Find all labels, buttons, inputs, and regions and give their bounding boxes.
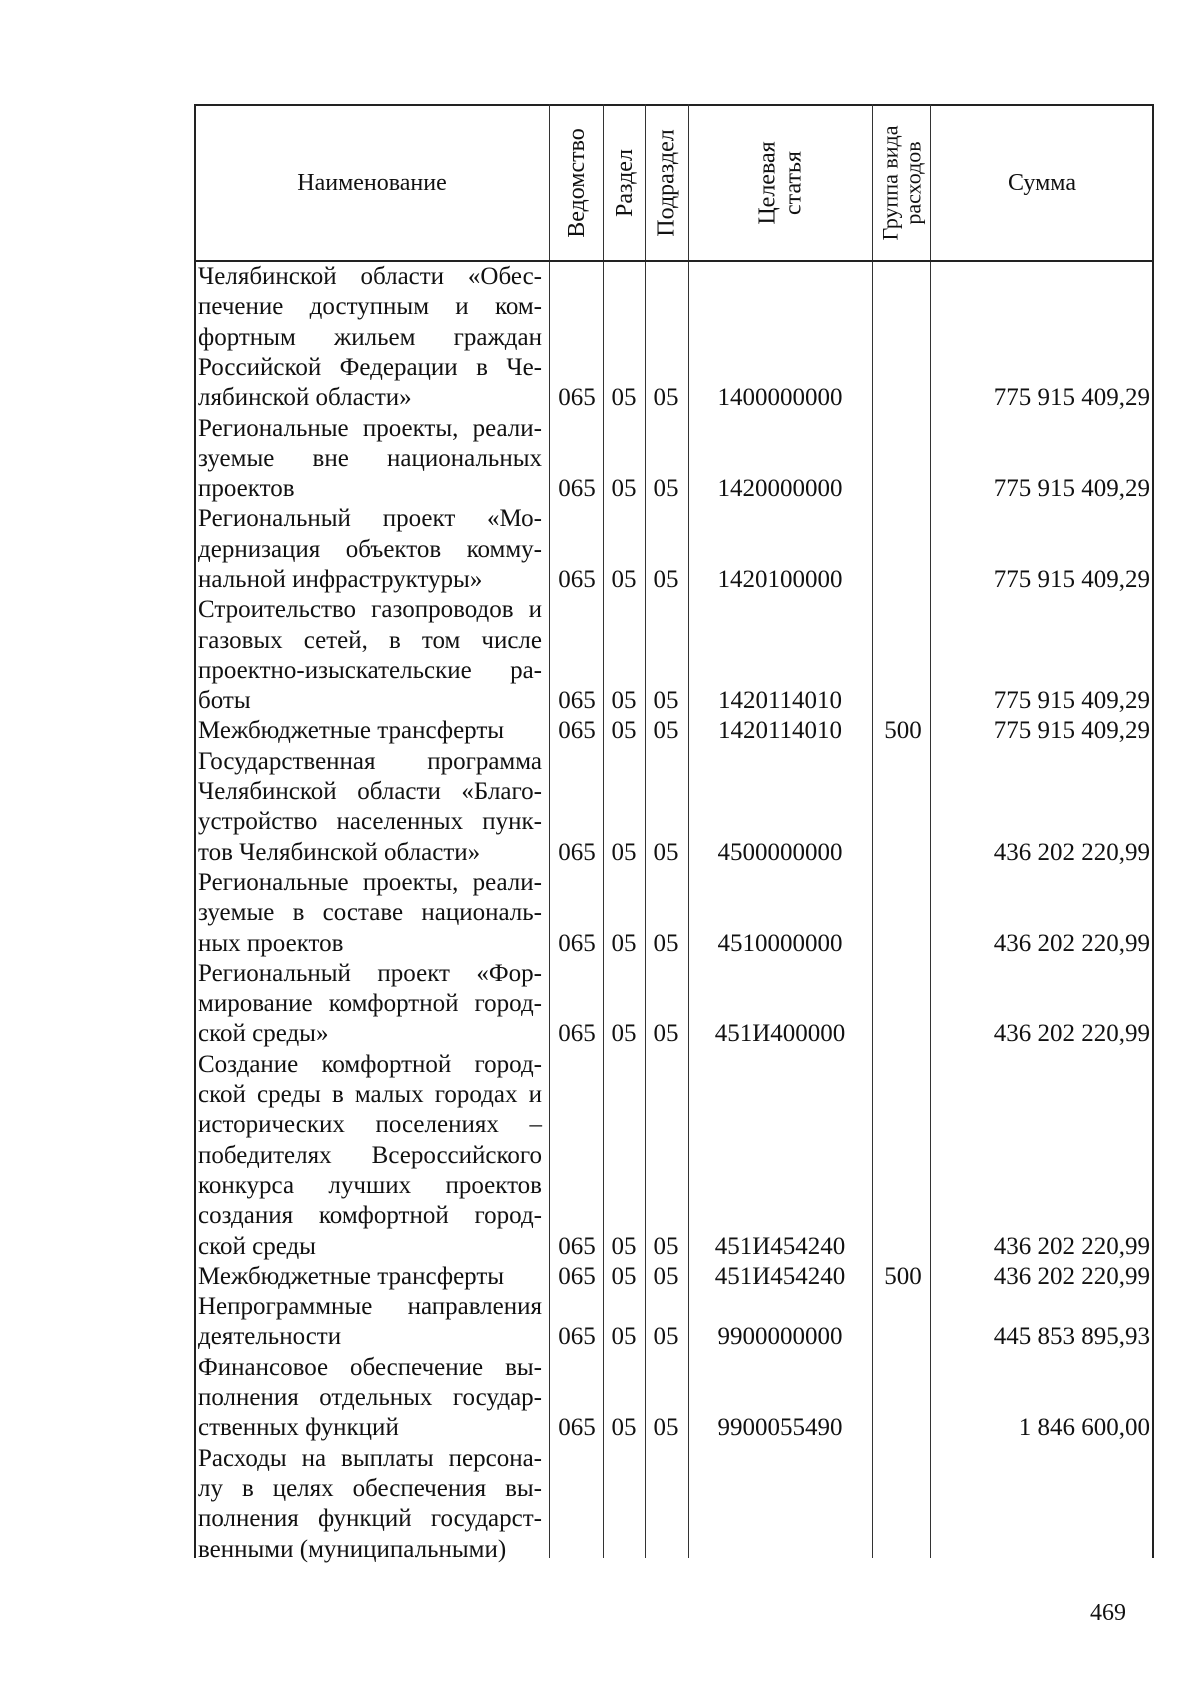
row-celevaya-statya: 1420000000 (717, 475, 843, 503)
row-name-line: Финансовое обеспечение вы- (198, 1353, 542, 1381)
row-name-line: Челябинской области «Обес- (198, 263, 542, 290)
header-gruppa (879, 126, 925, 241)
row-name-line: лу в целях обеспечения вы- (198, 1474, 542, 1502)
table-row (194, 747, 1154, 868)
row-vedomstvo: 065 (558, 1262, 596, 1290)
header-podrazdel-cell (646, 106, 688, 260)
header-summa-cell (931, 106, 1153, 260)
row-name (194, 1444, 544, 1565)
row-name-line: мирование комфортной город- (198, 990, 542, 1018)
row-name-line: Межбюджетные трансферты (198, 717, 505, 745)
header-celevaya-line1: Целевая (754, 141, 781, 225)
row-summa: 445 853 895,93 (993, 1323, 1150, 1351)
row-name-line: дернизация объектов комму- (198, 535, 542, 563)
header-razdel: Раздел (611, 149, 638, 217)
row-razdel: 05 (611, 1414, 637, 1442)
row-name-line: ской среды в малых городах и (198, 1081, 542, 1109)
header-celevaya-cell (689, 106, 872, 260)
table-row (194, 1353, 1154, 1444)
row-name-line: конкурса лучших проектов (198, 1171, 542, 1199)
row-name-line: исторических поселениях – (198, 1111, 542, 1139)
row-name-line: Челябинской области «Благо- (198, 778, 542, 806)
header-name-cell (196, 106, 548, 260)
row-name-line: ской среды (198, 1232, 316, 1260)
page-number: 469 (1090, 1600, 1126, 1626)
row-summa: 436 202 220,99 (993, 929, 1150, 957)
header-podrazdel: Подраздел (654, 129, 681, 237)
table-row (194, 414, 1154, 505)
row-podrazdel: 05 (653, 475, 679, 503)
row-name-line: проектно-изыскательские ра- (198, 656, 542, 684)
row-gruppa: 500 (884, 717, 922, 745)
row-celevaya-statya: 1400000000 (717, 384, 843, 412)
row-vedomstvo: 065 (558, 1020, 596, 1048)
header-name: Наименование (297, 170, 447, 196)
row-summa: 775 915 409,29 (993, 475, 1150, 503)
row-razdel: 05 (611, 1232, 637, 1260)
row-celevaya-statya: 451И454240 (714, 1262, 846, 1290)
row-vedomstvo: 065 (558, 929, 596, 957)
row-podrazdel: 05 (653, 687, 679, 715)
header-summa: Сумма (1008, 170, 1076, 196)
row-razdel: 05 (611, 687, 637, 715)
row-celevaya-statya: 451И400000 (714, 1020, 846, 1048)
row-name-line: лябинской области» (198, 384, 412, 412)
row-razdel: 05 (611, 1262, 637, 1290)
row-name-line: тов Челябинской области» (198, 838, 481, 866)
row-name-line: Строительство газопроводов и (198, 596, 542, 624)
row-name-line: Региональные проекты, реали- (198, 868, 542, 896)
row-name-line: зуемые в составе националь- (198, 899, 542, 927)
row-summa: 436 202 220,99 (993, 1020, 1150, 1048)
row-podrazdel: 05 (653, 1414, 679, 1442)
table-body (194, 262, 1154, 1565)
row-celevaya-statya: 9900000000 (717, 1323, 843, 1351)
row-name-line: нальной инфраструктуры» (198, 565, 483, 593)
row-name-line: ных проектов (198, 929, 344, 957)
row-razdel: 05 (611, 1323, 637, 1351)
row-name-line: фортным жильем граждан (198, 323, 542, 351)
row-summa: 436 202 220,99 (993, 1262, 1150, 1290)
row-summa: 775 915 409,29 (993, 687, 1150, 715)
row-name-line: Региональный проект «Фор- (198, 959, 542, 987)
row-razdel: 05 (611, 565, 637, 593)
row-vedomstvo: 065 (558, 687, 596, 715)
row-name-line: Государственная программа (198, 747, 542, 775)
row-summa: 436 202 220,99 (993, 838, 1150, 866)
table-row (194, 716, 1154, 746)
row-name-line: Межбюджетные трансферты (198, 1262, 505, 1290)
row-name-line: деятельности (198, 1323, 342, 1351)
row-name-line: проектов (198, 475, 295, 503)
row-name-line: полнения отдельных государ- (198, 1384, 542, 1412)
header-celevaya (754, 141, 806, 224)
row-name (194, 1353, 544, 1444)
row-name (194, 1292, 544, 1353)
table-row (194, 1262, 1154, 1292)
table-row (194, 504, 1154, 595)
row-name-line: Региональные проекты, реали- (198, 414, 542, 442)
row-name-line: создания комфортной город- (198, 1202, 542, 1230)
header-gruppa-cell (873, 106, 930, 260)
row-celevaya-statya: 1420100000 (717, 565, 843, 593)
row-podrazdel: 05 (653, 565, 679, 593)
row-name (194, 262, 544, 413)
header-vedomstvo: Ведомство (563, 128, 590, 238)
table-row (194, 959, 1154, 1050)
row-name-line: боты (198, 687, 251, 715)
row-name (194, 868, 544, 959)
row-name (194, 1050, 544, 1262)
row-podrazdel: 05 (653, 838, 679, 866)
row-summa: 775 915 409,29 (993, 717, 1150, 745)
row-razdel: 05 (611, 717, 637, 745)
row-vedomstvo: 065 (558, 384, 596, 412)
row-celevaya-statya: 9900055490 (717, 1414, 843, 1442)
row-vedomstvo: 065 (558, 565, 596, 593)
row-name (194, 716, 544, 746)
row-name (194, 414, 544, 505)
row-name-line: полнения функций государст- (198, 1505, 542, 1533)
row-name-line: ственных функций (198, 1414, 399, 1442)
row-name-line: Расходы на выплаты персона- (198, 1444, 542, 1472)
row-name-line: устройство населенных пунк- (198, 808, 542, 836)
row-podrazdel: 05 (653, 1262, 679, 1290)
row-podrazdel: 05 (653, 1020, 679, 1048)
row-name-line: Региональный проект «Мо- (198, 505, 542, 533)
header-gruppa-line1: Группа вида (877, 125, 903, 241)
table-row (194, 595, 1154, 716)
row-name (194, 1262, 544, 1292)
row-celevaya-statya: 451И454240 (714, 1232, 846, 1260)
row-podrazdel: 05 (653, 717, 679, 745)
row-vedomstvo: 065 (558, 838, 596, 866)
row-summa: 775 915 409,29 (993, 565, 1150, 593)
row-podrazdel: 05 (653, 1232, 679, 1260)
row-name-line: Российской Федерации в Че- (198, 353, 542, 381)
header-razdel-cell (604, 106, 645, 260)
row-razdel: 05 (611, 475, 637, 503)
row-vedomstvo: 065 (558, 717, 596, 745)
row-name (194, 959, 544, 1050)
row-celevaya-statya: 4510000000 (717, 929, 843, 957)
header-celevaya-line2: статья (780, 151, 807, 215)
row-name-line: газовых сетей, в том числе (198, 626, 542, 654)
row-razdel: 05 (611, 384, 637, 412)
row-razdel: 05 (611, 929, 637, 957)
header-vedomstvo-cell (550, 106, 603, 260)
row-summa: 436 202 220,99 (993, 1232, 1150, 1260)
header-gruppa-line2: расходов (900, 141, 926, 225)
row-name-line: венными (муниципальными) (198, 1535, 507, 1563)
row-celevaya-statya: 1420114010 (717, 717, 843, 745)
row-vedomstvo: 065 (558, 1414, 596, 1442)
row-name (194, 504, 544, 595)
row-name-line: зуемые вне национальных (198, 444, 542, 472)
row-podrazdel: 05 (653, 929, 679, 957)
row-podrazdel: 05 (653, 384, 679, 412)
row-summa: 775 915 409,29 (993, 384, 1150, 412)
table-row (194, 262, 1154, 414)
table-row (194, 1444, 1154, 1565)
row-name-line: ской среды» (198, 1020, 329, 1048)
row-name-line: Создание комфортной город- (198, 1050, 542, 1078)
row-gruppa: 500 (884, 1262, 922, 1290)
row-podrazdel: 05 (653, 1323, 679, 1351)
row-celevaya-statya: 4500000000 (717, 838, 843, 866)
row-vedomstvo: 065 (558, 475, 596, 503)
row-name-line: печение доступным и ком- (198, 293, 542, 321)
row-razdel: 05 (611, 838, 637, 866)
row-name-line: победителях Всероссийского (198, 1141, 542, 1169)
row-vedomstvo: 065 (558, 1323, 596, 1351)
table-row (194, 868, 1154, 959)
row-summa: 1 846 600,00 (1018, 1414, 1150, 1442)
row-razdel: 05 (611, 1020, 637, 1048)
table-row (194, 1292, 1154, 1353)
row-name (194, 747, 544, 868)
row-vedomstvo: 065 (558, 1232, 596, 1260)
row-name (194, 595, 544, 716)
table-row (194, 1050, 1154, 1262)
row-celevaya-statya: 1420114010 (717, 687, 843, 715)
row-name-line: Непрограммные направления (198, 1293, 542, 1321)
